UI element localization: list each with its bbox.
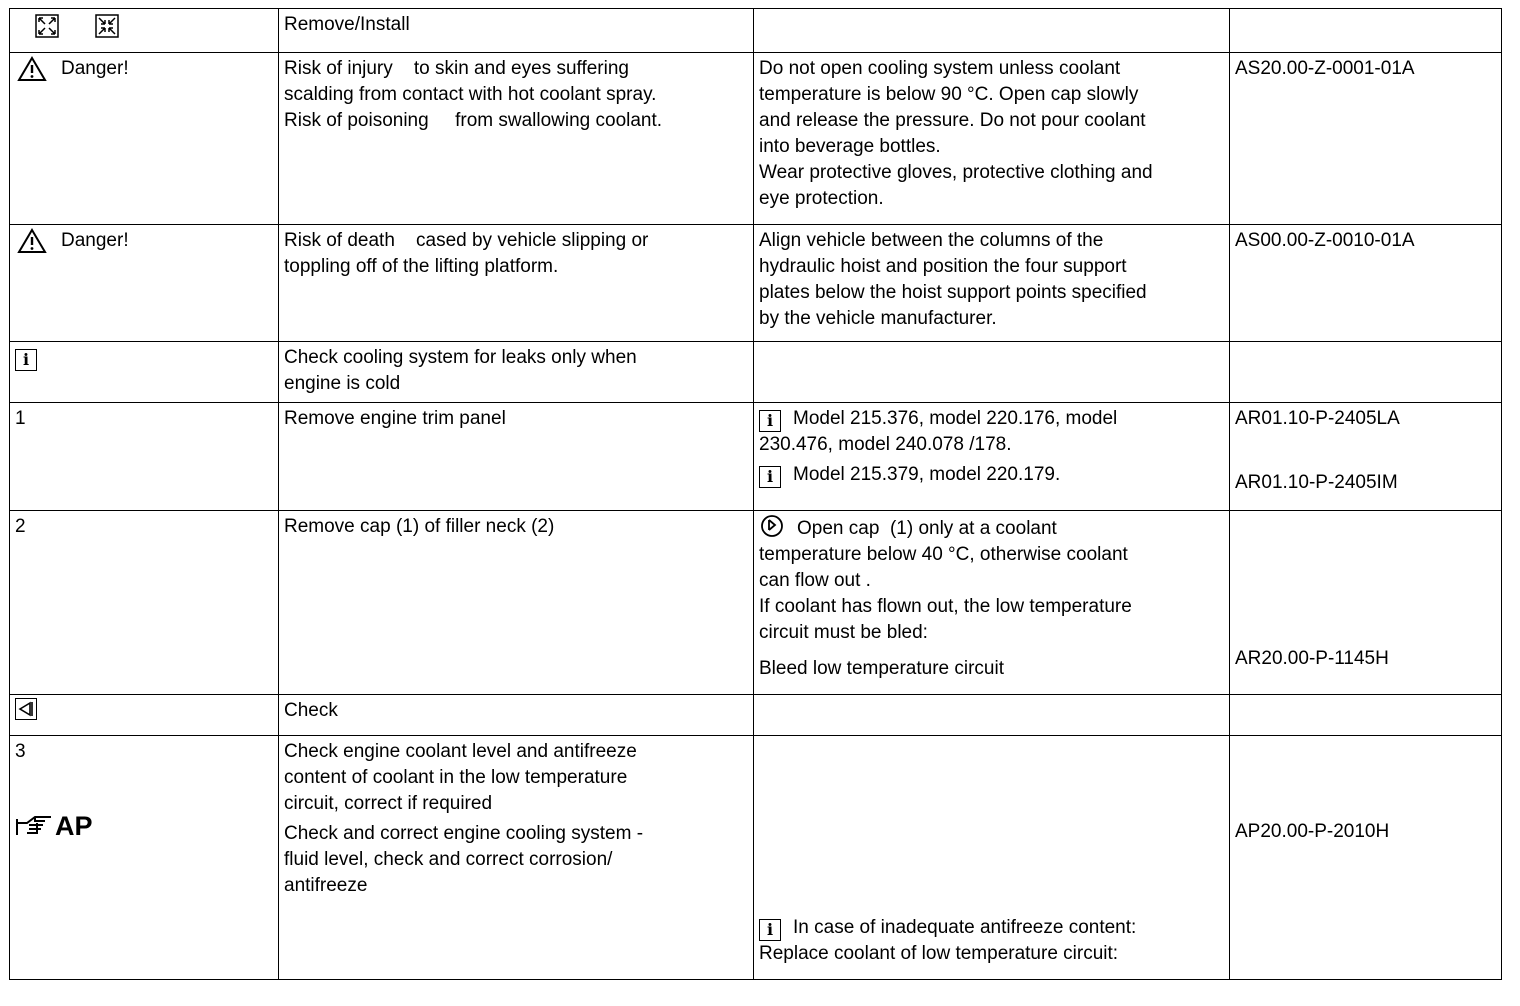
warning-triangle-icon: [17, 228, 47, 254]
step-description: Remove cap (1) of filler neck (2): [284, 516, 555, 537]
reference-code[interactable]: AR01.10-P-2405IM: [1235, 472, 1398, 493]
reference-cell: [1230, 53, 1502, 225]
note-line: eye protection.: [759, 188, 884, 209]
description-line: Risk of injury to skin and eyes suffering: [284, 58, 629, 79]
step-description: Check: [284, 700, 338, 721]
note-line: Bleed low temperature circuit: [759, 658, 1004, 679]
header-title: Remove/Install: [284, 14, 410, 35]
note-text: Model 215.376, model 220.176, model: [793, 408, 1118, 429]
note-line: Align vehicle between the columns of the: [759, 230, 1104, 251]
procedure-table: [9, 8, 1502, 980]
description-line: content of coolant in the low temperature: [284, 767, 628, 788]
danger-label: Danger!: [61, 58, 129, 79]
header-empty-cell: [754, 9, 1230, 53]
description-line: Check cooling system for leaks only when: [284, 347, 637, 368]
reference-code[interactable]: AR20.00-P-1145H: [1235, 648, 1389, 669]
description-line: Check and correct engine cooling system -: [284, 823, 644, 844]
step-description: Remove engine trim panel: [284, 408, 506, 429]
step-description-cell: [279, 511, 754, 695]
warning-triangle-icon: [17, 56, 47, 82]
info-description-cell: [279, 342, 754, 403]
description-line: fluid level, check and correct corrosion/: [284, 849, 613, 870]
danger-label-cell: [10, 53, 279, 225]
description-line: Risk of death cased by vehicle slipping or: [284, 230, 649, 251]
step-notes-cell: [754, 736, 1230, 980]
step-number-cell: [10, 511, 279, 695]
step-number-cell: [10, 736, 279, 980]
empty-cell: [754, 695, 1230, 736]
info-row: [10, 342, 1502, 403]
danger-label: Danger!: [61, 230, 129, 251]
danger-row: [10, 225, 1502, 342]
check-description-cell: [279, 695, 754, 736]
note-line: hydraulic hoist and position the four support: [759, 256, 1127, 277]
step-row: [10, 511, 1502, 695]
step-description-cell: [279, 736, 754, 980]
note-line: If coolant has flown out, the low temperature: [759, 596, 1132, 617]
note-line: can flow out .: [759, 570, 871, 591]
note-line: by the vehicle manufacturer.: [759, 308, 997, 329]
info-icon: i: [759, 919, 781, 941]
description-line: circuit, correct if required: [284, 793, 493, 814]
step-number: 1: [15, 408, 26, 429]
note-text: Open cap (1) only at a coolant: [797, 518, 1057, 539]
empty-cell: [754, 342, 1230, 403]
note-line: circuit must be bled:: [759, 622, 928, 643]
reference-cell: [1230, 225, 1502, 342]
description-line: antifreeze: [284, 875, 368, 896]
expand-arrows-icon: [35, 14, 59, 38]
note-line: into beverage bottles.: [759, 136, 941, 157]
empty-cell: [1230, 695, 1502, 736]
note-line: temperature is below 90 °C. Open cap slowly: [759, 84, 1139, 105]
step-number: 3: [15, 741, 26, 762]
danger-notes-cell: [754, 225, 1230, 342]
step-description-cell: [279, 403, 754, 511]
header-icons-cell: [10, 9, 279, 53]
reference-cell: [1230, 403, 1502, 511]
ap-label: AP: [55, 811, 93, 841]
step-notes-cell: [754, 403, 1230, 511]
step-number: 2: [15, 516, 26, 537]
danger-description-cell: [279, 53, 754, 225]
reference-cell: [1230, 736, 1502, 980]
danger-notes-cell: [754, 53, 1230, 225]
info-icon: i: [759, 410, 781, 432]
note-line: Wear protective gloves, protective clothing and: [759, 162, 1153, 183]
reference-code[interactable]: AS00.00-Z-0010-01A: [1235, 230, 1415, 251]
info-icon: i: [15, 349, 37, 371]
note-line: [759, 406, 1224, 432]
step-notes-cell: [754, 511, 1230, 695]
note-line: [759, 915, 1224, 941]
danger-label-cell: [10, 225, 279, 342]
note-line: Replace coolant of low temperature circuit:: [759, 943, 1119, 964]
note-line: temperature below 40 °C, otherwise coolant: [759, 544, 1128, 565]
description-line: Risk of poisoning from swallowing coolant.: [284, 110, 663, 131]
note-line: [759, 514, 1224, 542]
reference-cell: [1230, 511, 1502, 695]
description-line: engine is cold: [284, 373, 401, 394]
pointing-hand-icon: [15, 813, 53, 839]
danger-row: [10, 53, 1502, 225]
description-line: Check engine coolant level and antifreeze: [284, 741, 637, 762]
empty-cell: [1230, 342, 1502, 403]
header-row: [10, 9, 1502, 53]
note-line: 230.476, model 240.078 /178.: [759, 434, 1012, 455]
ap-reference[interactable]: [15, 813, 273, 839]
step-row: [10, 736, 1502, 980]
check-icon-cell: [10, 695, 279, 736]
note-line: and release the pressure. Do not pour coolant: [759, 110, 1146, 131]
header-title-cell: [279, 9, 754, 53]
info-icon: i: [759, 466, 781, 488]
check-arrow-icon: [15, 698, 37, 720]
description-line: toppling off of the lifting platform.: [284, 256, 559, 277]
collapse-arrows-icon: [95, 14, 119, 38]
step-number-cell: [10, 403, 279, 511]
note-text: Model 215.379, model 220.179.: [793, 464, 1061, 485]
note-line: Do not open cooling system unless coolant: [759, 58, 1121, 79]
header-empty-cell: [1230, 9, 1502, 53]
check-row: [10, 695, 1502, 736]
hint-icon: [759, 514, 787, 538]
danger-description-cell: [279, 225, 754, 342]
reference-code[interactable]: AS20.00-Z-0001-01A: [1235, 58, 1415, 79]
step-row: [10, 403, 1502, 511]
note-line: [759, 462, 1224, 488]
description-line: scalding from contact with hot coolant spray.: [284, 84, 657, 105]
reference-code[interactable]: AP20.00-P-2010H: [1235, 821, 1390, 842]
note-text: In case of inadequate antifreeze content:: [793, 917, 1137, 938]
reference-code[interactable]: AR01.10-P-2405LA: [1235, 408, 1400, 429]
info-icon-cell: [10, 342, 279, 403]
note-line: plates below the hoist support points specified: [759, 282, 1147, 303]
